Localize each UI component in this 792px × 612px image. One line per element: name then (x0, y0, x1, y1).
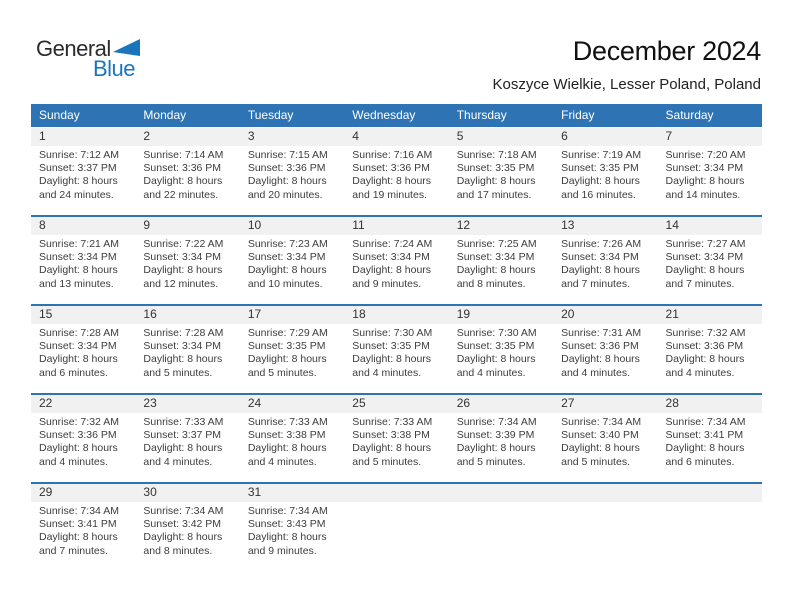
logo-word-blue: Blue (93, 56, 136, 81)
day-detail-line: Sunset: 3:41 PM (665, 429, 744, 442)
day-detail-line: Sunrise: 7:23 AM (247, 238, 328, 250)
day-detail-line: Daylight: 8 hours (247, 353, 327, 366)
day-details (240, 324, 344, 380)
calendar-day-cell (658, 305, 762, 394)
calendar-empty-cell (344, 483, 448, 571)
calendar-day-cell (240, 305, 344, 394)
day-detail-line: Sunrise: 7:34 AM (665, 416, 746, 428)
calendar-day-cell (240, 216, 344, 305)
day-detail-line: Sunset: 3:35 PM (456, 162, 535, 175)
day-detail-line: Sunrise: 7:16 AM (352, 149, 433, 161)
day-detail-line: Sunset: 3:34 PM (143, 340, 222, 353)
day-detail-line: and 8 minutes. (143, 544, 213, 557)
day-number-band: 6 (553, 128, 657, 146)
day-number-band: 29 (31, 484, 135, 502)
day-details (135, 235, 239, 291)
day-detail-line: Sunset: 3:35 PM (561, 162, 639, 175)
day-detail-line: Daylight: 8 hours (352, 353, 432, 366)
day-detail-line: and 4 minutes. (665, 366, 735, 379)
day-detail-line: Daylight: 8 hours (561, 175, 640, 188)
day-detail-line: Daylight: 8 hours (39, 353, 118, 366)
day-detail-line: Sunrise: 7:34 AM (247, 505, 328, 517)
day-detail-line: Sunrise: 7:34 AM (561, 416, 642, 428)
day-detail-line: Sunrise: 7:22 AM (143, 238, 224, 250)
week-row (31, 483, 762, 571)
calendar-day-cell (135, 128, 239, 217)
day-detail-line: Sunset: 3:37 PM (39, 162, 117, 175)
day-detail-line: Sunrise: 7:20 AM (665, 149, 746, 161)
calendar-day-cell (658, 128, 762, 217)
day-detail-line: Sunrise: 7:14 AM (143, 149, 224, 161)
day-detail-line: Sunset: 3:34 PM (665, 251, 744, 264)
calendar-day-cell (31, 216, 135, 305)
day-detail-line: and 14 minutes. (665, 188, 741, 201)
calendar-day-cell (240, 483, 344, 571)
day-detail-line: Sunrise: 7:21 AM (39, 238, 119, 250)
day-detail-line: Daylight: 8 hours (456, 264, 536, 277)
day-detail-line: and 8 minutes. (456, 277, 526, 290)
day-detail-line: Sunset: 3:35 PM (247, 340, 326, 353)
day-detail-line: Daylight: 8 hours (352, 175, 432, 188)
day-detail-line: Daylight: 8 hours (456, 175, 536, 188)
day-detail-line: and 20 minutes. (247, 188, 323, 201)
day-detail-line: Sunrise: 7:19 AM (561, 149, 642, 161)
day-details (658, 413, 762, 469)
day-details (240, 146, 344, 202)
day-details (658, 324, 762, 380)
calendar-day-cell (135, 394, 239, 483)
day-detail-line: Sunrise: 7:25 AM (456, 238, 537, 250)
day-number-band: 19 (449, 306, 553, 324)
day-detail-line: Daylight: 8 hours (665, 264, 745, 277)
day-detail-line: and 10 minutes. (247, 277, 323, 290)
day-number-band: 7 (658, 128, 762, 146)
page-subtitle: Koszyce Wielkie, Lesser Poland, Poland (492, 76, 761, 93)
weekday-header-row (31, 104, 762, 128)
day-detail-line: Daylight: 8 hours (39, 442, 118, 455)
calendar-day-cell (553, 394, 657, 483)
day-detail-line: Daylight: 8 hours (561, 353, 640, 366)
day-details (344, 413, 448, 469)
calendar-empty-cell (553, 483, 657, 571)
weekday-header-friday: Friday (553, 104, 657, 128)
day-detail-line: and 7 minutes. (665, 277, 735, 290)
day-detail-line: Sunset: 3:34 PM (143, 251, 222, 264)
day-detail-line: and 24 minutes. (39, 188, 114, 201)
day-number-band: 9 (135, 217, 239, 235)
logo-word-general: General (36, 36, 111, 61)
day-detail-line: Sunset: 3:39 PM (456, 429, 535, 442)
calendar-day-cell (344, 128, 448, 217)
day-detail-line: and 4 minutes. (352, 366, 422, 379)
day-details (31, 146, 135, 202)
day-details (658, 146, 762, 202)
day-detail-line: Sunset: 3:37 PM (143, 429, 222, 442)
day-details (449, 324, 553, 380)
day-number-band: 10 (240, 217, 344, 235)
day-details (553, 413, 657, 469)
day-detail-line: Sunset: 3:42 PM (143, 518, 222, 531)
day-details (344, 324, 448, 380)
day-detail-line: Daylight: 8 hours (143, 264, 223, 277)
week-row (31, 305, 762, 394)
day-detail-line: and 17 minutes. (456, 188, 532, 201)
day-detail-line: and 6 minutes. (39, 366, 108, 379)
calendar-day-cell (135, 216, 239, 305)
day-details (135, 146, 239, 202)
day-detail-line: and 7 minutes. (561, 277, 630, 290)
day-number-band (449, 484, 553, 502)
calendar-day-cell (449, 305, 553, 394)
day-detail-line: and 4 minutes. (247, 455, 317, 468)
day-detail-line: Sunrise: 7:34 AM (143, 505, 224, 517)
page-title: December 2024 (572, 36, 761, 66)
calendar-day-cell (449, 394, 553, 483)
day-detail-line: Daylight: 8 hours (456, 442, 536, 455)
calendar-day-cell (31, 128, 135, 217)
day-number-band: 31 (240, 484, 344, 502)
day-detail-line: and 5 minutes. (456, 455, 526, 468)
day-details (344, 146, 448, 202)
day-details (135, 413, 239, 469)
day-detail-line: Sunset: 3:36 PM (247, 162, 326, 175)
day-detail-line: and 4 minutes. (39, 455, 108, 468)
day-detail-line: Sunset: 3:41 PM (39, 518, 117, 531)
day-detail-line: Sunrise: 7:27 AM (665, 238, 746, 250)
calendar-day-cell (449, 128, 553, 217)
day-detail-line: Sunrise: 7:32 AM (39, 416, 119, 428)
day-detail-line: and 12 minutes. (143, 277, 219, 290)
day-detail-line: Sunrise: 7:15 AM (247, 149, 328, 161)
calendar-day-cell (344, 216, 448, 305)
day-number-band: 23 (135, 395, 239, 413)
day-details (240, 502, 344, 558)
day-number-band: 4 (344, 128, 448, 146)
day-number-band: 13 (553, 217, 657, 235)
calendar-day-cell (344, 305, 448, 394)
calendar-table (31, 104, 762, 571)
day-detail-line: and 9 minutes. (352, 277, 422, 290)
day-detail-line: Sunrise: 7:12 AM (39, 149, 119, 161)
calendar-day-cell (31, 305, 135, 394)
day-detail-line: Sunrise: 7:18 AM (456, 149, 537, 161)
day-detail-line: Daylight: 8 hours (665, 175, 745, 188)
day-details (553, 235, 657, 291)
calendar-empty-cell (658, 483, 762, 571)
day-number-band: 24 (240, 395, 344, 413)
day-number-band: 30 (135, 484, 239, 502)
day-detail-line: Daylight: 8 hours (143, 531, 223, 544)
calendar-day-cell (135, 305, 239, 394)
day-detail-line: Sunset: 3:34 PM (247, 251, 326, 264)
weekday-header-monday: Monday (135, 104, 239, 128)
day-detail-line: Daylight: 8 hours (247, 531, 327, 544)
calendar-day-cell (449, 216, 553, 305)
day-number-band: 17 (240, 306, 344, 324)
day-number-band: 11 (344, 217, 448, 235)
day-detail-line: Sunrise: 7:33 AM (247, 416, 328, 428)
day-number-band (658, 484, 762, 502)
day-detail-line: Sunset: 3:34 PM (352, 251, 430, 264)
day-detail-line: Sunset: 3:35 PM (352, 340, 430, 353)
day-detail-line: Daylight: 8 hours (456, 353, 536, 366)
day-detail-line: Daylight: 8 hours (352, 264, 432, 277)
day-number-band: 25 (344, 395, 448, 413)
day-detail-line: Sunrise: 7:31 AM (561, 327, 642, 339)
day-number-band: 8 (31, 217, 135, 235)
day-details (135, 502, 239, 558)
day-detail-line: and 22 minutes. (143, 188, 219, 201)
week-row (31, 216, 762, 305)
day-detail-line: Sunrise: 7:30 AM (352, 327, 433, 339)
week-row (31, 394, 762, 483)
general-blue-logo (36, 38, 140, 80)
day-number-band: 26 (449, 395, 553, 413)
calendar-day-cell (658, 216, 762, 305)
calendar-body (31, 128, 762, 572)
day-details (135, 324, 239, 380)
day-number-band: 12 (449, 217, 553, 235)
day-detail-line: Sunrise: 7:26 AM (561, 238, 642, 250)
day-detail-line: Daylight: 8 hours (143, 175, 223, 188)
calendar-day-cell (31, 394, 135, 483)
day-detail-line: Daylight: 8 hours (561, 442, 640, 455)
day-detail-line: and 4 minutes. (143, 455, 213, 468)
day-number-band: 18 (344, 306, 448, 324)
calendar-day-cell (658, 394, 762, 483)
day-detail-line: Sunset: 3:36 PM (39, 429, 117, 442)
day-number-band: 16 (135, 306, 239, 324)
day-detail-line: Sunset: 3:36 PM (352, 162, 430, 175)
calendar-header (493, 36, 761, 93)
day-detail-line: Sunrise: 7:33 AM (352, 416, 433, 428)
day-details (31, 324, 135, 380)
weekday-header-saturday: Saturday (658, 104, 762, 128)
day-number-band: 1 (31, 128, 135, 146)
day-details (31, 235, 135, 291)
day-detail-line: Sunrise: 7:30 AM (456, 327, 537, 339)
day-detail-line: Sunset: 3:35 PM (456, 340, 535, 353)
day-detail-line: Daylight: 8 hours (143, 442, 223, 455)
day-detail-line: Sunset: 3:34 PM (39, 251, 117, 264)
day-detail-line: and 5 minutes. (143, 366, 213, 379)
day-details (449, 413, 553, 469)
day-detail-line: Daylight: 8 hours (352, 442, 432, 455)
day-detail-line: Daylight: 8 hours (39, 531, 118, 544)
day-number-band: 3 (240, 128, 344, 146)
day-detail-line: Sunrise: 7:34 AM (39, 505, 119, 517)
day-number-band: 20 (553, 306, 657, 324)
day-detail-line: and 4 minutes. (561, 366, 630, 379)
day-detail-line: Sunrise: 7:24 AM (352, 238, 433, 250)
weekday-header-wednesday: Wednesday (344, 104, 448, 128)
day-details (31, 413, 135, 469)
calendar-day-cell (553, 128, 657, 217)
day-number-band: 5 (449, 128, 553, 146)
day-detail-line: Daylight: 8 hours (665, 353, 745, 366)
day-detail-line: Sunset: 3:34 PM (456, 251, 535, 264)
day-detail-line: Daylight: 8 hours (143, 353, 223, 366)
day-details (553, 324, 657, 380)
day-details (553, 146, 657, 202)
day-number-band: 27 (553, 395, 657, 413)
day-detail-line: Sunrise: 7:34 AM (456, 416, 537, 428)
day-detail-line: Daylight: 8 hours (39, 264, 118, 277)
calendar-empty-cell (449, 483, 553, 571)
day-detail-line: Sunrise: 7:28 AM (143, 327, 224, 339)
day-number-band (344, 484, 448, 502)
weekday-header-thursday: Thursday (449, 104, 553, 128)
day-detail-line: Sunrise: 7:32 AM (665, 327, 746, 339)
day-number-band: 21 (658, 306, 762, 324)
day-number-band: 2 (135, 128, 239, 146)
day-details (31, 502, 135, 558)
day-detail-line: and 9 minutes. (247, 544, 317, 557)
day-detail-line: Sunset: 3:34 PM (665, 162, 744, 175)
calendar-day-cell (553, 216, 657, 305)
day-detail-line: and 5 minutes. (561, 455, 630, 468)
day-number-band: 22 (31, 395, 135, 413)
calendar-day-cell (31, 483, 135, 571)
day-detail-line: and 4 minutes. (456, 366, 526, 379)
day-detail-line: Sunset: 3:36 PM (143, 162, 222, 175)
day-detail-line: Sunset: 3:34 PM (561, 251, 639, 264)
day-detail-line: Daylight: 8 hours (247, 175, 327, 188)
day-detail-line: and 19 minutes. (352, 188, 427, 201)
day-detail-line: Sunrise: 7:29 AM (247, 327, 328, 339)
calendar-day-cell (240, 394, 344, 483)
day-detail-line: Sunset: 3:34 PM (39, 340, 117, 353)
day-detail-line: Daylight: 8 hours (561, 264, 640, 277)
calendar-day-cell (240, 128, 344, 217)
calendar-day-cell (553, 305, 657, 394)
day-details (240, 413, 344, 469)
day-number-band: 28 (658, 395, 762, 413)
day-detail-line: Sunset: 3:38 PM (247, 429, 326, 442)
day-number-band (553, 484, 657, 502)
day-detail-line: and 5 minutes. (352, 455, 422, 468)
day-detail-line: and 7 minutes. (39, 544, 108, 557)
day-detail-line: Sunset: 3:36 PM (665, 340, 744, 353)
day-detail-line: Sunset: 3:36 PM (561, 340, 639, 353)
day-details (344, 235, 448, 291)
day-detail-line: and 6 minutes. (665, 455, 735, 468)
weekday-header-sunday: Sunday (31, 104, 135, 128)
calendar-day-cell (135, 483, 239, 571)
day-detail-line: Sunrise: 7:33 AM (143, 416, 224, 428)
day-number-band: 15 (31, 306, 135, 324)
day-detail-line: and 16 minutes. (561, 188, 636, 201)
day-number-band: 14 (658, 217, 762, 235)
day-detail-line: Daylight: 8 hours (665, 442, 745, 455)
day-details (449, 146, 553, 202)
day-details (449, 235, 553, 291)
calendar-day-cell (344, 394, 448, 483)
day-detail-line: Daylight: 8 hours (247, 264, 327, 277)
day-details (240, 235, 344, 291)
week-row (31, 128, 762, 217)
day-detail-line: Sunset: 3:43 PM (247, 518, 326, 531)
day-detail-line: Sunset: 3:38 PM (352, 429, 430, 442)
weekday-header-tuesday: Tuesday (240, 104, 344, 128)
day-detail-line: Daylight: 8 hours (247, 442, 327, 455)
day-detail-line: Sunrise: 7:28 AM (39, 327, 119, 339)
day-details (658, 235, 762, 291)
day-detail-line: Sunset: 3:40 PM (561, 429, 639, 442)
day-detail-line: and 5 minutes. (247, 366, 317, 379)
day-detail-line: and 13 minutes. (39, 277, 114, 290)
day-detail-line: Daylight: 8 hours (39, 175, 118, 188)
